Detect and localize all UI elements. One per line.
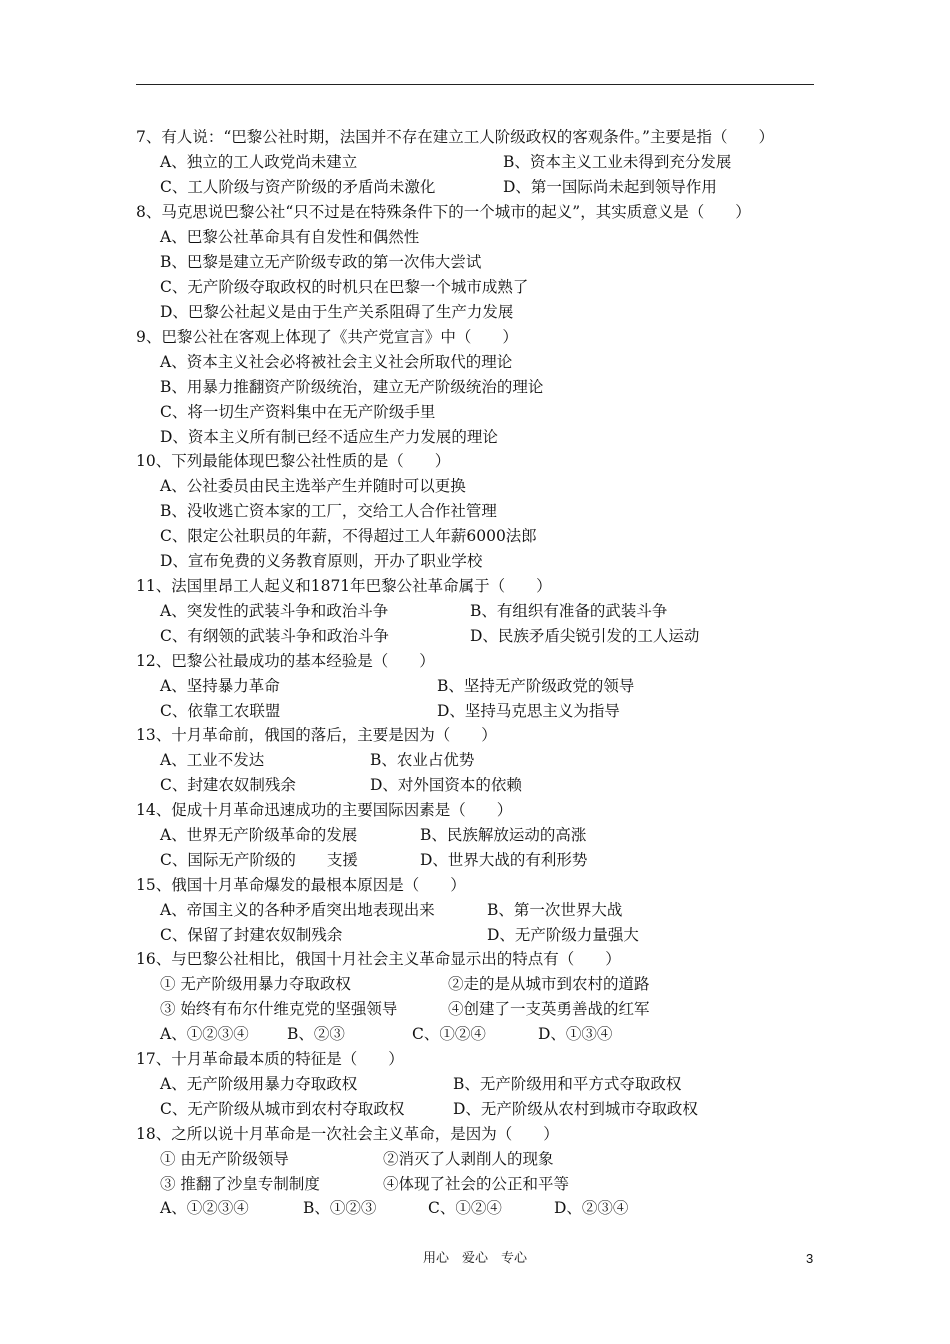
question-stem: 12、巴黎公社最成功的基本经验是（ ） xyxy=(136,652,435,670)
footer-motto: 用心 爱心 专心 xyxy=(422,1251,527,1266)
question-stem: 14、促成十月革命迅速成功的主要国际因素是（ ） xyxy=(136,801,513,819)
option: ① 无产阶级用暴力夺取政权 xyxy=(160,975,351,993)
option: D、民族矛盾尖锐引发的工人运动 xyxy=(470,627,700,645)
option: C、①②④ xyxy=(412,1025,486,1043)
page-number: 3 xyxy=(806,1251,814,1266)
option: C、国际无产阶级的 支援 xyxy=(160,851,358,869)
option: A、帝国主义的各种矛盾突出地表现出来 xyxy=(160,901,435,919)
option: A、独立的工人政党尚未建立 xyxy=(160,153,358,171)
option: D、①③④ xyxy=(538,1025,613,1043)
question-stem: 11、法国里昂工人起义和1871年巴黎公社革命属于（ ） xyxy=(136,577,552,595)
option: C、将一切生产资料集中在无产阶级手里 xyxy=(160,403,436,421)
option: C、工人阶级与资产阶级的矛盾尚未激化 xyxy=(160,178,436,196)
question-stem: 17、十月革命最本质的特征是（ ） xyxy=(136,1050,404,1068)
header-rule xyxy=(136,84,814,85)
option: B、①②③ xyxy=(303,1199,377,1217)
option: D、无产阶级力量强大 xyxy=(487,926,639,944)
question-stem: 8、马克思说巴黎公社“只不过是在特殊条件下的一个城市的起义”，其实质意义是（ ） xyxy=(136,203,751,221)
option: B、没收逃亡资本家的工厂，交给工人合作社管理 xyxy=(160,502,497,520)
option: ②消灭了人剥削人的现象 xyxy=(383,1150,554,1168)
option: A、工业不发达 xyxy=(160,751,265,769)
option: C、依靠工农联盟 xyxy=(160,702,281,720)
question-stem: 18、之所以说十月革命是一次社会主义革命，是因为（ ） xyxy=(136,1125,559,1143)
question-stem: 9、巴黎公社在客观上体现了《共产党宣言》中（ ） xyxy=(136,328,518,346)
option: A、资本主义社会必将被社会主义社会所取代的理论 xyxy=(160,353,513,371)
option: A、巴黎公社革命具有自发性和偶然性 xyxy=(160,228,420,246)
option: A、①②③④ xyxy=(160,1025,249,1043)
option: C、无产阶级夺取政权的时机只在巴黎一个城市成熟了 xyxy=(160,278,529,296)
option: D、无产阶级从农村到城市夺取政权 xyxy=(453,1100,698,1118)
question-stem: 7、有人说：“巴黎公社时期，法国并不存在建立工人阶级政权的客观条件。”主要是指（ ） xyxy=(136,128,774,146)
option: B、资本主义工业未得到充分发展 xyxy=(503,153,732,171)
option: C、有纲领的武装斗争和政治斗争 xyxy=(160,627,389,645)
question-stem: 10、下列最能体现巴黎公社性质的是（ ） xyxy=(136,452,451,470)
option: B、民族解放运动的高涨 xyxy=(420,826,587,844)
option: C、①②④ xyxy=(428,1199,502,1217)
option: A、世界无产阶级革命的发展 xyxy=(160,826,358,844)
option: D、②③④ xyxy=(554,1199,629,1217)
option: B、农业占优势 xyxy=(370,751,475,769)
option: ③ 始终有布尔什维克党的坚强领导 xyxy=(160,1000,398,1018)
option: ③ 推翻了沙皇专制制度 xyxy=(160,1175,320,1193)
option: A、①②③④ xyxy=(160,1199,249,1217)
question-stem: 16、与巴黎公社相比，俄国十月社会主义革命显示出的特点有（ ） xyxy=(136,950,621,968)
option: A、公社委员由民主选举产生并随时可以更换 xyxy=(160,477,466,495)
option: C、无产阶级从城市到农村夺取政权 xyxy=(160,1100,405,1118)
option: B、第一次世界大战 xyxy=(487,901,623,919)
option: ④体现了社会的公正和平等 xyxy=(383,1175,570,1193)
option: D、宣布免费的义务教育原则，开办了职业学校 xyxy=(160,552,483,570)
option: ②走的是从城市到农村的道路 xyxy=(448,975,650,993)
option: C、限定公社职员的年薪，不得超过工人年薪6000法郎 xyxy=(160,527,537,545)
option: D、巴黎公社起义是由于生产关系阻碍了生产力发展 xyxy=(160,303,514,321)
option: C、封建农奴制残余 xyxy=(160,776,296,794)
question-stem: 15、俄国十月革命爆发的最根本原因是（ ） xyxy=(136,876,466,894)
option: D、坚持马克思主义为指导 xyxy=(437,702,620,720)
option: A、无产阶级用暴力夺取政权 xyxy=(160,1075,358,1093)
option: D、世界大战的有利形势 xyxy=(420,851,588,869)
option: A、坚持暴力革命 xyxy=(160,677,280,695)
option: D、资本主义所有制已经不适应生产力发展的理论 xyxy=(160,428,498,446)
option: D、对外国资本的依赖 xyxy=(370,776,522,794)
option: ① 由无产阶级领导 xyxy=(160,1150,289,1168)
option: ④创建了一支英勇善战的红军 xyxy=(448,1000,650,1018)
option: B、坚持无产阶级政党的领导 xyxy=(437,677,635,695)
option: B、用暴力推翻资产阶级统治，建立无产阶级统治的理论 xyxy=(160,378,544,396)
option: A、突发性的武装斗争和政治斗争 xyxy=(160,602,389,620)
question-stem: 13、十月革命前，俄国的落后，主要是因为（ ） xyxy=(136,726,497,744)
option: B、巴黎是建立无产阶级专政的第一次伟大尝试 xyxy=(160,253,482,271)
option: D、第一国际尚未起到领导作用 xyxy=(503,178,717,196)
option: B、有组织有准备的武装斗争 xyxy=(470,602,668,620)
option: B、无产阶级用和平方式夺取政权 xyxy=(453,1075,682,1093)
option: C、保留了封建农奴制残余 xyxy=(160,926,343,944)
option: B、②③ xyxy=(287,1025,345,1043)
